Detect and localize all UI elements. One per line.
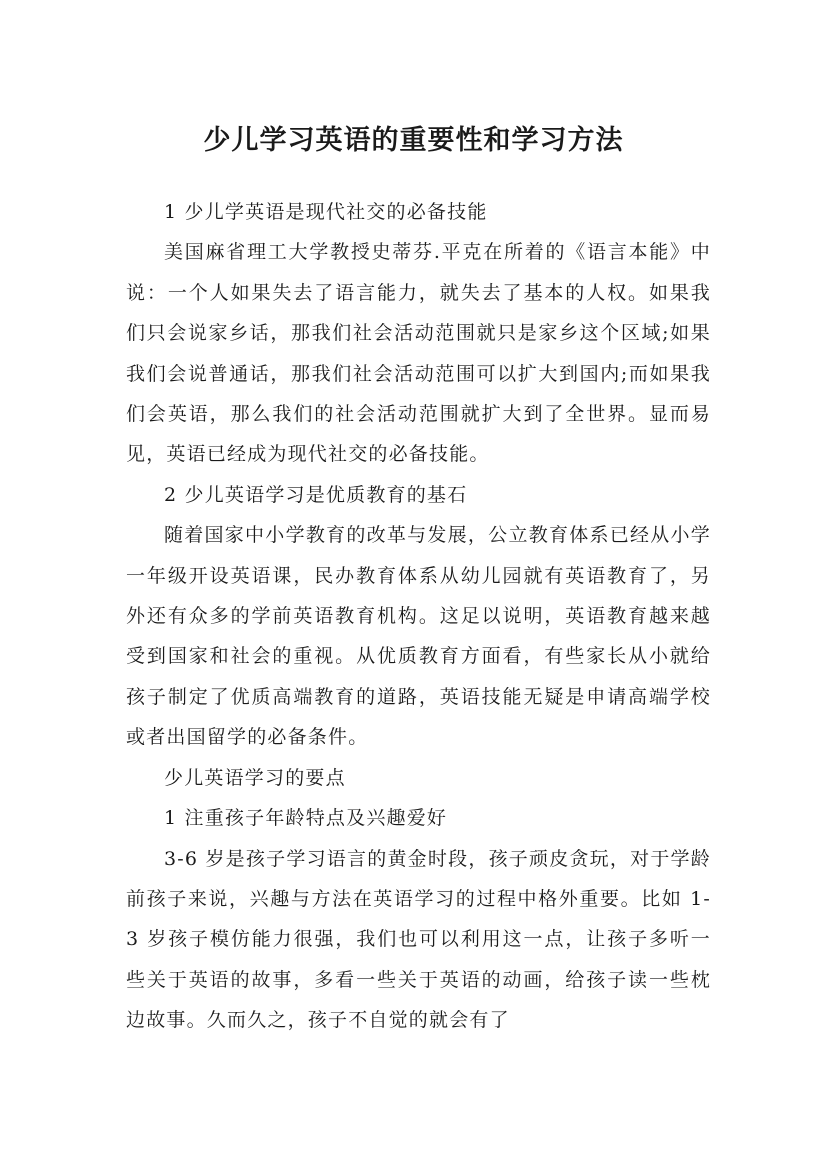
section-heading-2: 2 少儿英语学习是优质教育的基石: [164, 483, 468, 506]
subsection-heading-1: 1 注重孩子年龄特点及兴趣爱好: [164, 807, 448, 830]
body-paragraph-2: 随着国家中小学教育的改革与发展，公立教育体系已经从小学一年级开设英语课，民办教育体系从幼儿园就有英语教育了，另外还有众多的学前英语教育机构。这足以说明，英语教育越来越受到国家和社会的重视。从优质教育方面看，有些家长从小就给孩子制定了优质高端教育的道路，英语技能无疑是申请高端学校或者出国留学的必备条件。: [126, 524, 711, 749]
section-heading-3: 少儿英语学习的要点: [164, 766, 346, 789]
section-heading-1: 1 少儿学英语是现代社交的必备技能: [164, 201, 488, 223]
body-paragraph-3: 3-6 岁是孩子学习语言的黄金时段，孩子顽皮贪玩，对于学龄前孩子来说，兴趣与方法在英语学习的过程中格外重要。比如 1-3 岁孩子模仿能力很强，我们也可以利用这一点，让孩子多听一些关于英语的故事，多看一些关于英语的动画，给孩子读一些枕边故事。久而久之，孩子不自觉的就会有了: [126, 847, 711, 1032]
body-paragraph-1: 美国麻省理工大学教授史蒂芬.平克在所着的《语言本能》中说：一个人如果失去了语言能力，就失去了基本的人权。如果我们只会说家乡话，那我们社会活动范围就只是家乡这个区域;如果我们会说普通话，那我们社会活动范围可以扩大到国内;而如果我们会英语，那么我们的社会活动范围就扩大到了全世界。显而易见，英语已经成为现代社交的必备技能。: [126, 241, 711, 466]
document-body: [126, 192, 711, 1041]
document-title: 少儿学习英语的重要性和学习方法: [203, 125, 624, 157]
